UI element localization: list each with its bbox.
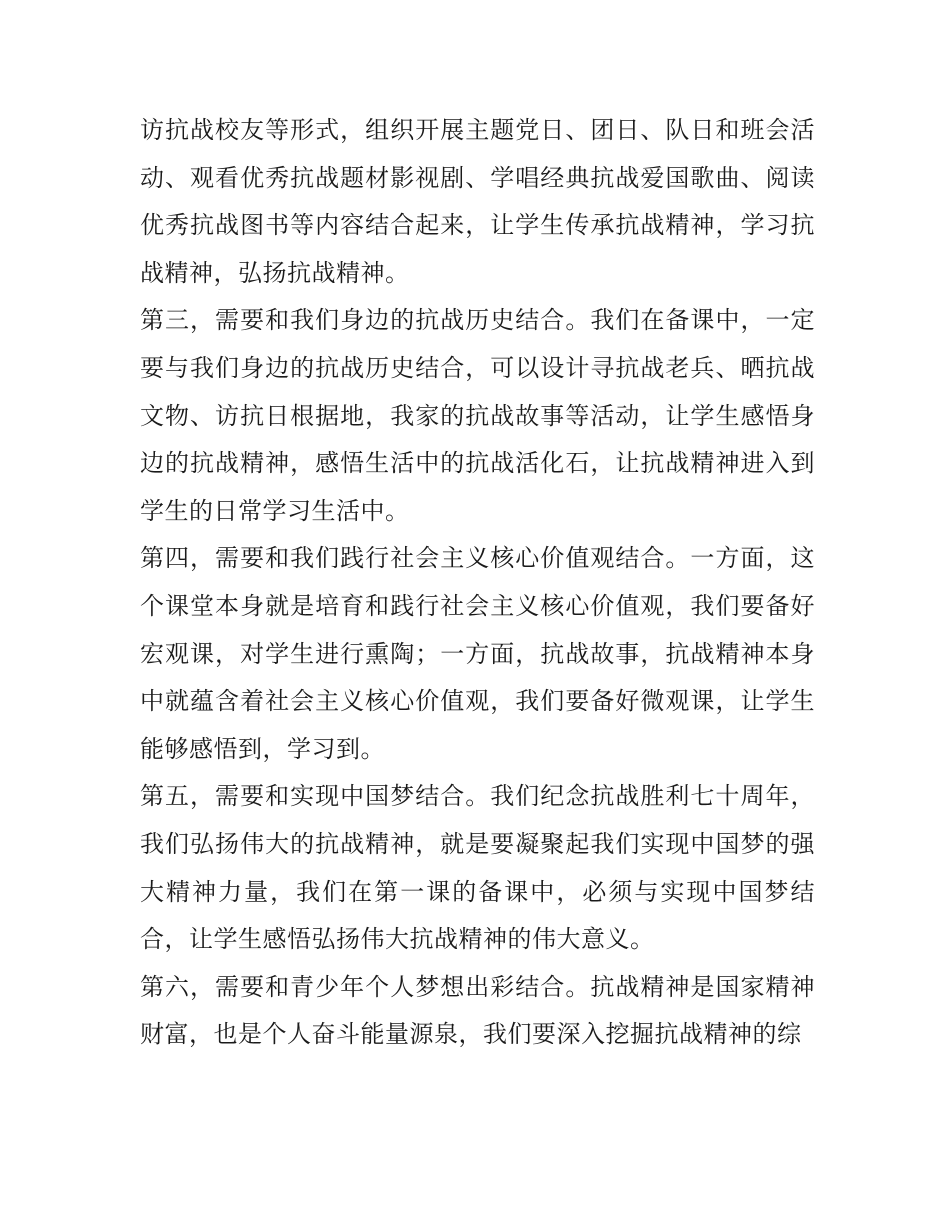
paragraph-fourth-point: 第四，需要和我们践行社会主义核心价值观结合。一方面，这个课堂本身就是培育和践行社会主义核心价值观，我们要备好宏观课，对学生进行熏陶；一方面，抗战故事，抗战精神本身中就蕴含着社会主义核心价值观，我们要备好微观课，让学生能够感悟到，学习到。 (140, 544, 815, 763)
paragraph-continuation: 访抗战校友等形式，组织开展主题党日、团日、队日和班会活动、观看优秀抗战题材影视剧、学唱经典抗战爱国歌曲、阅读优秀抗战图书等内容结合起来，让学生传承抗战精神，学习抗战精神，弘扬抗战精神。 (140, 116, 815, 287)
paragraph-sixth-point: 第六，需要和青少年个人梦想出彩结合。抗战精神是国家精神财富，也是个人奋斗能量源泉，我们要深入挖掘抗战精神的综 (140, 972, 815, 1049)
paragraph-third-point: 第三，需要和我们身边的抗战历史结合。我们在备课中，一定要与我们身边的抗战历史结合，可以设计寻抗战老兵、晒抗战文物、访抗日根据地，我家的抗战故事等活动，让学生感悟身边的抗战精神，感悟生活中的抗战活化石，让抗战精神进入到学生的日常学习生活中。 (140, 306, 815, 525)
paragraph-fifth-point: 第五，需要和实现中国梦结合。我们纪念抗战胜利七十周年，我们弘扬伟大的抗战精神，就是要凝聚起我们实现中国梦的强大精神力量，我们在第一课的备课中，必须与实现中国梦结合，让学生感悟弘扬伟大抗战精神的伟大意义。 (140, 782, 815, 954)
document-body (140, 107, 815, 1059)
